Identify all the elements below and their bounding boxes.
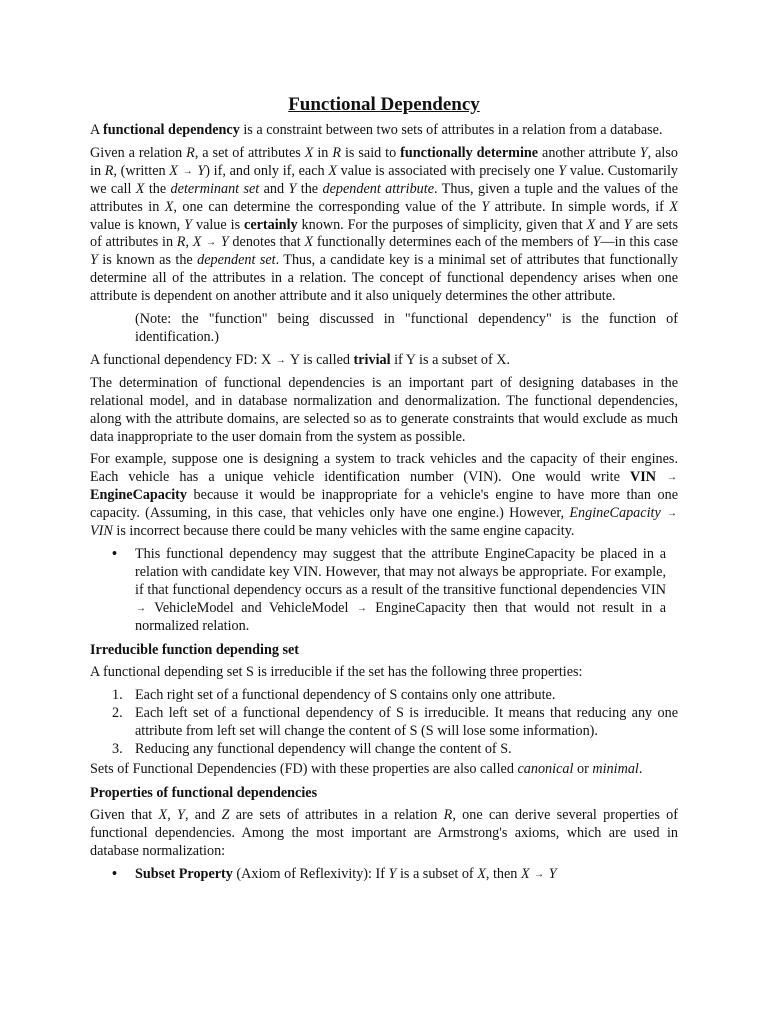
paragraph-determination: The determination of functional dependencies is an important part of designing databases in the relational model, and in database normalization and denormalization. The functional dependencies, along with the attribute domains, are selected so as to generate constraints that would exclude as much data inappropriate to the user domain from the system as possible.: [90, 374, 678, 445]
list-item: • Subset Property (Axiom of Reflexivity): If Y is a subset of X, then X → Y: [90, 866, 678, 884]
note-paragraph: (Note: the "function" being discussed in "functional dependency" is the function of identification.): [135, 311, 678, 345]
arrow-icon: →: [182, 165, 193, 177]
arrow-icon: →: [667, 472, 678, 484]
paragraph-canonical: Sets of Functional Dependencies (FD) with these properties are also called canonical or minimal.: [90, 761, 643, 777]
arrow-icon: →: [356, 602, 367, 614]
paragraph-example: For example, suppose one is designing a system to track vehicles and the capacity of their engines. Each vehicle has a unique vehicle identification number (VIN). One would write VIN → EngineCapacity because it would be inappropriate for a vehicle's engine to have more than one capacity. (Assuming, in this case, that vehicles only have one engine.) However, EngineCapacity → VIN is incorrect because there could be many vehicles with the same engine capacity.: [90, 451, 678, 540]
arrow-icon: →: [275, 354, 286, 366]
arrow-icon: →: [534, 868, 545, 880]
arrow-icon: →: [136, 602, 146, 614]
arrow-icon: →: [667, 508, 678, 520]
list-item: 3. Reducing any functional dependency will change the content of S.: [112, 741, 512, 758]
bullet-list-example: [90, 546, 678, 636]
list-item: 1. Each right set of a functional dependency of S contains only one attribute.: [112, 687, 556, 704]
paragraph-definition: A functional dependency is a constraint between two sets of attributes in a relation from a database.: [90, 122, 663, 138]
paragraph-irreducible: A functional depending set S is irreducible if the set has the following three properties:: [90, 664, 583, 681]
list-item: 2. Each left set of a functional dependency of S is irreducible. It means that reducing any one attribute from left set will change the content of S (S will lose some information).: [112, 705, 678, 740]
section-heading-properties: Properties of functional dependencies: [90, 784, 318, 801]
numbered-list-properties: [90, 687, 678, 759]
paragraph-explanation: Given a relation R, a set of attributes X in R is said to functionally determine another attribute Y, also in R, (written X → Y) if, and only if, each X value is associated with precisely one Y value. Customarily we call X the determinant set and Y the dependent attribute. Thus, given a tuple and the values of the attributes in X, one can determine the corresponding value of the Y attribute. In simple words, if X value is known, Y value is certainly known. For the purposes of simplicity, given that X and Y are sets of attributes in R, X → Y denotes that X functionally determines each of the members of Y—in this case Y is known as the dependent set. Thus, a candidate key is a minimal set of attributes that functionally determine all of the attributes in a relation. The concept of functional dependency arises when one attribute is dependent on another attribute and it also uniquely determines the other attribute.: [90, 144, 679, 305]
page-title: Functional Dependency: [288, 94, 480, 115]
list-item: • This functional dependency may suggest that the attribute EngineCapacity be placed in a relation with candidate key VIN. However, that may not always be appropriate. For example, if that functional dependency occurs as a result of the transitive functional dependencies VIN → VehicleModel and VehicleModel → EngineCapacity then that would not result in a normalized relation.: [90, 546, 678, 636]
paragraph-trivial: A functional dependency FD: X → Y is called trivial if Y is a subset of X.: [90, 351, 511, 368]
section-heading-irreducible: Irreducible function depending set: [90, 642, 300, 659]
bullet-list-axioms: [90, 866, 678, 884]
paragraph-properties: Given that X, Y, and Z are sets of attributes in a relation R, one can derive several properties of functional dependencies. Among the most important are Armstrong's axioms, which are used in database normalization:: [90, 806, 678, 859]
arrow-icon: →: [206, 237, 217, 249]
